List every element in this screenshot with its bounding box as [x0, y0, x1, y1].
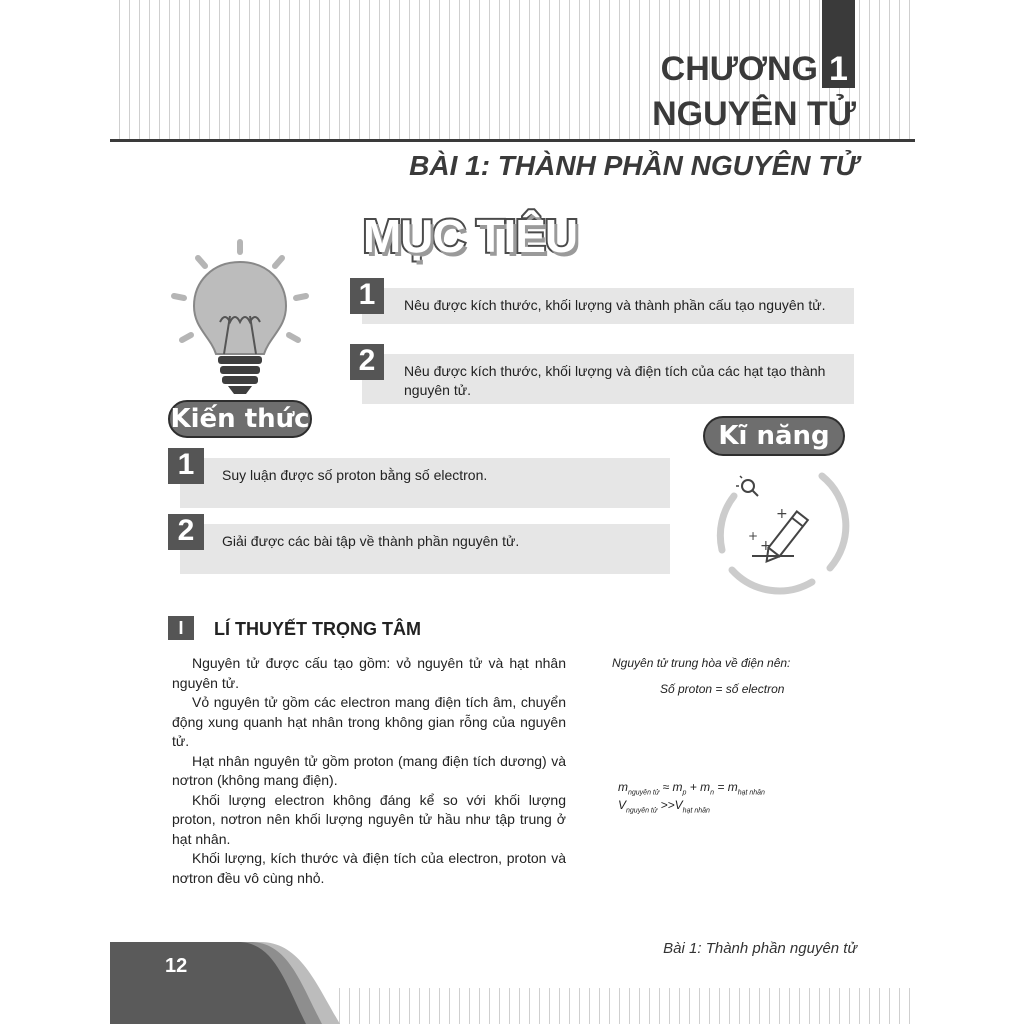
- knowledge-item-1-text: Nêu được kích thước, khối lượng và thành phần cấu tạo nguyên tử.: [404, 297, 826, 313]
- svg-text:+: +: [760, 538, 772, 554]
- mass-formula: $m_{nguyên tử} \approx m_p + m_n = m_{hạt nhân}$: [618, 780, 765, 797]
- section-number: I: [168, 616, 194, 640]
- lesson-title: BÀI 1: THÀNH PHẦN NGUYÊN TỬ: [409, 150, 858, 181]
- skill-item-1-text: Suy luận được số proton bằng số electron.: [222, 467, 488, 483]
- chapter-number: 1: [822, 50, 855, 88]
- page-number: 12: [165, 955, 188, 977]
- light-bulb-icon: [168, 236, 313, 401]
- objectives-heading: MỤC TIÊU: [362, 210, 578, 262]
- chapter-word: CHƯƠNG: [660, 50, 818, 88]
- theory-body: [172, 654, 566, 888]
- header-divider: [110, 139, 915, 142]
- svg-text:+: +: [776, 506, 788, 522]
- footer-tab-shape: [110, 942, 350, 1024]
- pencil-skill-icon: [712, 458, 850, 598]
- theory-paragraph-2: Vỏ nguyên tử gồm các electron mang điện tích âm, chuyển động xung quanh hạt nhân trong không gian rỗng của nguyên tử.: [172, 694, 566, 749]
- knowledge-item-1-number: 1: [350, 278, 384, 314]
- knowledge-label: Kiến thức: [168, 400, 312, 438]
- volume-formula: $V_{nguyên tử} >>V_{hạt nhân}$: [618, 798, 710, 815]
- skill-item-1-number: 1: [168, 448, 204, 484]
- section-title: LÍ THUYẾT TRỌNG TÂM: [214, 619, 421, 639]
- theory-paragraph-1: Nguyên tử được cấu tạo gồm: vỏ nguyên tử và hạt nhân nguyên tử.: [172, 655, 566, 691]
- theory-paragraph-3: Hạt nhân nguyên tử gồm proton (mang điện tích dương) và nơtron (không mang điện).: [172, 752, 566, 788]
- side-note: Nguyên tử trung hòa về điện nên:: [612, 656, 791, 670]
- skill-label: Kĩ năng: [703, 416, 845, 456]
- theory-paragraph-5: Khối lượng, kích thước và điện tích của electron, proton và nơtron đều vô cùng nhỏ.: [172, 850, 566, 886]
- svg-text:+: +: [748, 529, 759, 543]
- skill-item-2-text: Giải được các bài tập về thành phần nguyên tử.: [222, 533, 520, 549]
- theory-paragraph-4: Khối lượng electron không đáng kể so với khối lượng proton, nơtron nên khối lượng nguyên tử hầu như tập trung ở hạt nhân.: [172, 791, 566, 847]
- knowledge-item-2-text: Nêu được kích thước, khối lượng và điện tích của các hạt tạo thành nguyên tử.: [404, 363, 826, 398]
- footer-lesson-name: Bài 1: Thành phần nguyên tử: [663, 940, 857, 957]
- chapter-title: NGUYÊN TỬ: [652, 95, 856, 133]
- knowledge-item-2-number: 2: [350, 344, 384, 380]
- skill-item-2-number: 2: [168, 514, 204, 550]
- footer-stripes: [330, 988, 915, 1024]
- chapter-tab-bar: [822, 0, 855, 50]
- side-formula: Số proton = số electron: [660, 682, 785, 696]
